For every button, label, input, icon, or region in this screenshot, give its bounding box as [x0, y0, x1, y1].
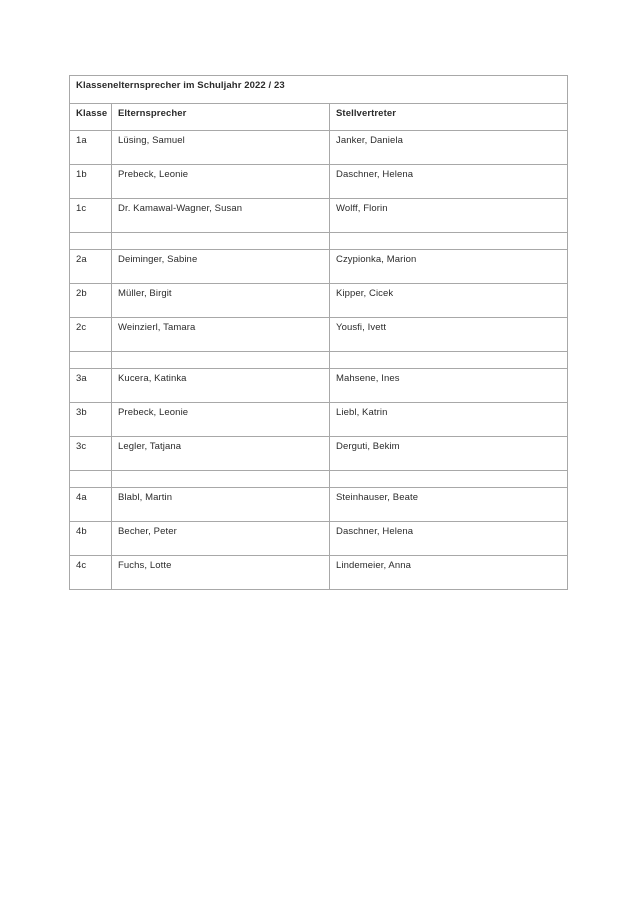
cell-stellvertreter: Daschner, Helena — [330, 165, 568, 199]
table-row — [70, 556, 568, 590]
table-row — [70, 131, 568, 165]
cell-elternsprecher: Prebeck, Leonie — [112, 403, 330, 437]
cell-stellvertreter: Steinhauser, Beate — [330, 488, 568, 522]
cell-klasse: 4b — [70, 522, 112, 556]
empty-cell — [112, 233, 330, 250]
table-row — [70, 250, 568, 284]
empty-cell — [70, 471, 112, 488]
cell-elternsprecher: Fuchs, Lotte — [112, 556, 330, 590]
spacer-row — [70, 233, 568, 250]
table-row — [70, 437, 568, 471]
cell-stellvertreter: Kipper, Cicek — [330, 284, 568, 318]
table-title-row — [70, 76, 568, 104]
table-row — [70, 284, 568, 318]
cell-klasse: 4c — [70, 556, 112, 590]
empty-cell — [70, 352, 112, 369]
cell-stellvertreter: Derguti, Bekim — [330, 437, 568, 471]
cell-klasse: 3c — [70, 437, 112, 471]
cell-elternsprecher: Lüsing, Samuel — [112, 131, 330, 165]
table-header-row — [70, 104, 568, 131]
cell-stellvertreter: Czypionka, Marion — [330, 250, 568, 284]
cell-elternsprecher: Prebeck, Leonie — [112, 165, 330, 199]
table-row — [70, 403, 568, 437]
empty-cell — [112, 471, 330, 488]
spacer-row — [70, 471, 568, 488]
cell-elternsprecher: Legler, Tatjana — [112, 437, 330, 471]
cell-klasse: 3a — [70, 369, 112, 403]
cell-klasse: 1a — [70, 131, 112, 165]
cell-stellvertreter: Liebl, Katrin — [330, 403, 568, 437]
table-row — [70, 165, 568, 199]
table-row — [70, 318, 568, 352]
table-row — [70, 199, 568, 233]
table-row — [70, 522, 568, 556]
cell-elternsprecher: Weinzierl, Tamara — [112, 318, 330, 352]
cell-stellvertreter: Daschner, Helena — [330, 522, 568, 556]
cell-elternsprecher: Deiminger, Sabine — [112, 250, 330, 284]
cell-klasse: 4a — [70, 488, 112, 522]
cell-elternsprecher: Müller, Birgit — [112, 284, 330, 318]
table-row — [70, 369, 568, 403]
header-klasse: Klasse — [70, 104, 112, 131]
cell-stellvertreter: Wolff, Florin — [330, 199, 568, 233]
empty-cell — [330, 471, 568, 488]
header-elternsprecher: Elternsprecher — [112, 104, 330, 131]
table-title: Klassenelternsprecher im Schuljahr 2022 / 23 — [70, 76, 568, 104]
cell-klasse: 3b — [70, 403, 112, 437]
empty-cell — [330, 352, 568, 369]
cell-klasse: 1c — [70, 199, 112, 233]
cell-elternsprecher: Blabl, Martin — [112, 488, 330, 522]
table-row — [70, 488, 568, 522]
cell-stellvertreter: Yousfi, Ivett — [330, 318, 568, 352]
cell-stellvertreter: Janker, Daniela — [330, 131, 568, 165]
cell-elternsprecher: Kucera, Katinka — [112, 369, 330, 403]
cell-klasse: 2b — [70, 284, 112, 318]
cell-stellvertreter: Lindemeier, Anna — [330, 556, 568, 590]
cell-elternsprecher: Dr. Kamawal-Wagner, Susan — [112, 199, 330, 233]
parent-representatives-table — [69, 75, 568, 590]
empty-cell — [70, 233, 112, 250]
cell-stellvertreter: Mahsene, Ines — [330, 369, 568, 403]
cell-klasse: 2a — [70, 250, 112, 284]
header-stellvertreter: Stellvertreter — [330, 104, 568, 131]
empty-cell — [330, 233, 568, 250]
cell-elternsprecher: Becher, Peter — [112, 522, 330, 556]
cell-klasse: 1b — [70, 165, 112, 199]
cell-klasse: 2c — [70, 318, 112, 352]
empty-cell — [112, 352, 330, 369]
spacer-row — [70, 352, 568, 369]
